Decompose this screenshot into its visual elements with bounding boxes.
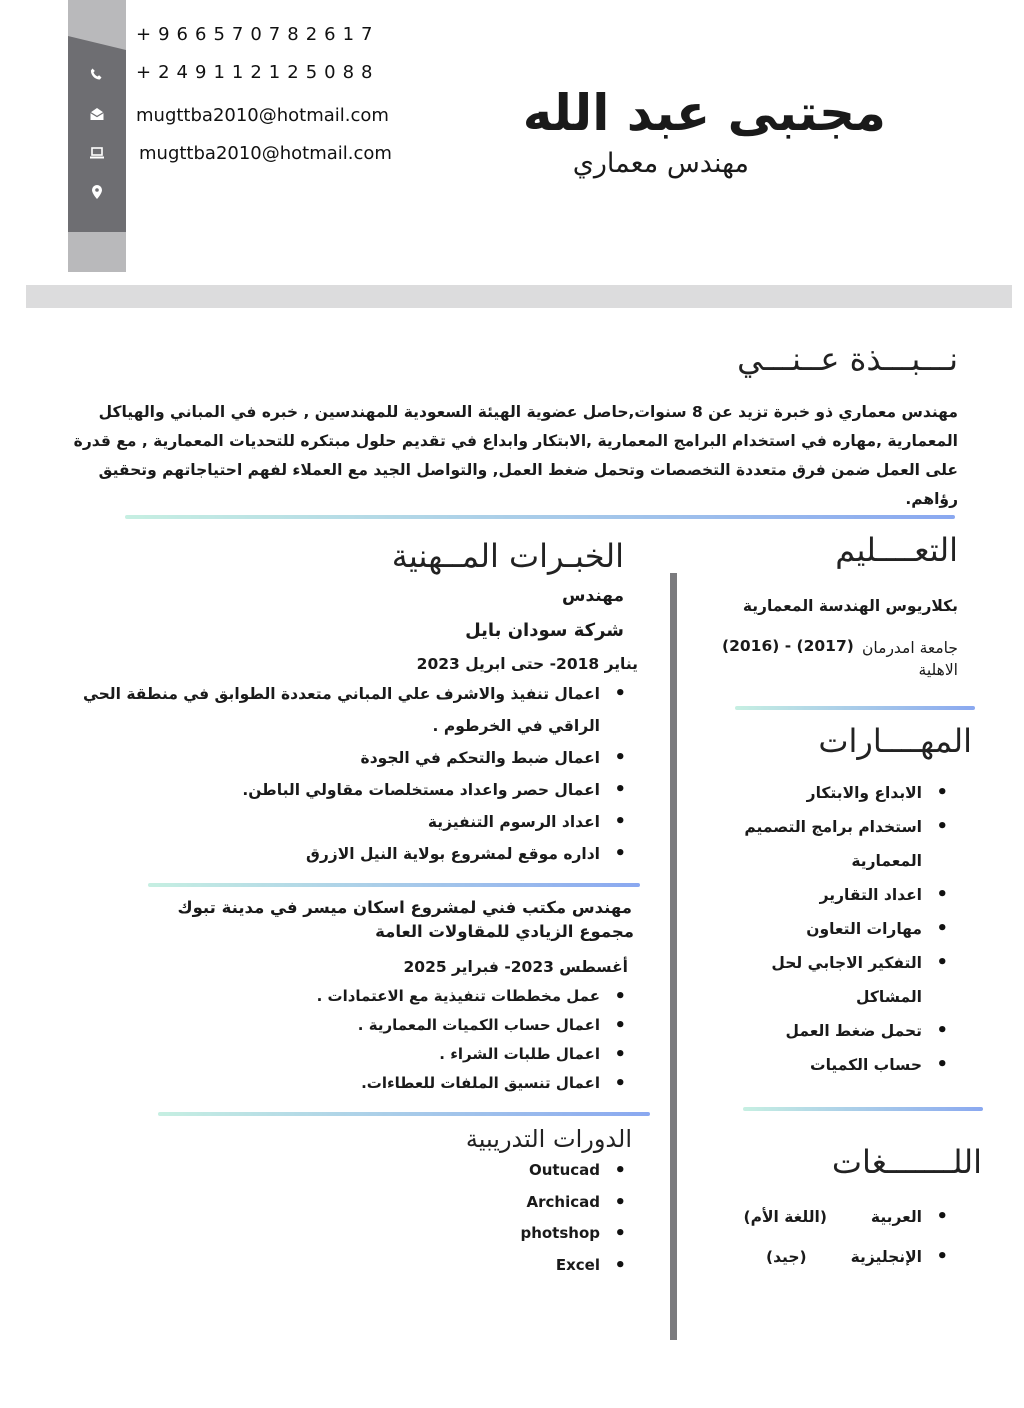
language-level: (اللغة الأم) bbox=[743, 1208, 827, 1226]
skill-item: • التفكير الاجابي لحل المشاكل bbox=[712, 946, 952, 1014]
education-university-line2: الاهلية bbox=[918, 661, 958, 679]
job2-tasks bbox=[70, 982, 630, 1098]
experience-heading: الخبـرات المــهنية bbox=[391, 537, 624, 575]
task-item: • اعمال ضبط والتحكم في الجودة bbox=[70, 742, 630, 774]
phone-icon bbox=[80, 62, 114, 88]
job2-company: مجموع الزيادي للمقاولات العامة bbox=[375, 922, 634, 941]
section-divider bbox=[125, 515, 955, 519]
courses-list bbox=[430, 1155, 630, 1281]
about-heading: نـــبـــذة عــنـــي bbox=[737, 340, 958, 378]
education-years: (2016) - (2017) bbox=[722, 637, 854, 655]
job1-company: شركة سودان بايل bbox=[465, 620, 624, 641]
skill-item: • مهارات التعاون bbox=[712, 912, 952, 946]
languages-heading: اللـــــــغات bbox=[831, 1143, 982, 1181]
job1-period: يناير 2018- حتى ابريل 2023 bbox=[416, 655, 638, 673]
language-name: الإنجليزية bbox=[850, 1248, 922, 1266]
task-item: • اداره موقع لمشروع بولاية النيل الازرق bbox=[70, 838, 630, 870]
course-name: photshop bbox=[520, 1224, 600, 1242]
phone-number-2[interactable]: +249112125088 bbox=[136, 62, 380, 83]
column-divider bbox=[670, 573, 677, 1340]
languages-list bbox=[712, 1197, 952, 1277]
education-heading: التعــــليم bbox=[835, 531, 958, 569]
email-1[interactable]: mugttba2010@hotmail.com bbox=[136, 105, 389, 126]
skill-item: • حساب الكميات bbox=[712, 1048, 952, 1082]
education-university-line1: جامعة امدرمان bbox=[862, 639, 958, 657]
section-divider bbox=[148, 883, 640, 887]
task-item: • اعمال تنسيق الملفات للعطاءات. bbox=[70, 1069, 630, 1098]
job1-role: مهندس bbox=[562, 586, 624, 606]
skill-item: • تحمل ضغط العمل bbox=[712, 1014, 952, 1048]
courses-heading: الدورات التدريبية bbox=[465, 1125, 632, 1153]
education-degree: بكلاريوس الهندسة المعمارية bbox=[742, 597, 958, 615]
skill-item: • الابداع والابتكار bbox=[712, 776, 952, 810]
job2-role: مهندس مكتب فني لمشروع اسكان ميسر في مدينة تبوك bbox=[177, 898, 632, 917]
language-item bbox=[712, 1197, 952, 1237]
course-item bbox=[430, 1187, 630, 1219]
email-2[interactable]: mugttba2010@hotmail.com bbox=[139, 143, 392, 164]
task-item: • اعمال حساب الكميات المعمارية . bbox=[70, 1011, 630, 1040]
education-university bbox=[862, 637, 958, 681]
task-item: • اعداد الرسوم التنفيزية bbox=[70, 806, 630, 838]
task-item: • عمل مخططات تنفيذية مع الاعتمادات . bbox=[70, 982, 630, 1011]
course-name: Excel bbox=[555, 1255, 600, 1274]
section-divider bbox=[735, 706, 975, 710]
skill-item: • استخدام برامج التصميم المعمارية bbox=[712, 810, 952, 878]
location-icon bbox=[80, 179, 114, 205]
about-text: مهندس معماري ذو خبرة تزيد عن 8 سنوات,حاصل عضوية الهيئة السعودية للمهندسين , خبره في المباني والهياكل المعمارية ,مهاره في استخدام البرامج المعمارية ,الابتكار وابداع في تقديم حلول مبتكره للتحديات المعمارية , مع قدرة على العمل ضمن فرق متعددة التخصصات وتحمل ضغط العمل, والتواصل الجيد مع العملاء لفهم احتياجاتهم وتحقيق رؤاهم. bbox=[73, 403, 958, 508]
skill-item: • اعداد التقارير bbox=[712, 878, 952, 912]
skills-heading: المهــــارات bbox=[818, 722, 972, 760]
course-name: Outucad bbox=[528, 1161, 600, 1179]
laptop-icon bbox=[80, 140, 114, 166]
task-item: • اعمال تنفيذ والاشرف علي المباني متعددة الطوابق في منطقة الحي الراقي في الخرطوم . bbox=[70, 678, 630, 742]
job1-tasks bbox=[70, 678, 630, 870]
full-name: مجتبى عبد الله bbox=[522, 84, 886, 142]
course-item bbox=[430, 1250, 630, 1282]
mail-icon bbox=[80, 101, 114, 127]
skills-list bbox=[712, 776, 952, 1082]
task-item: • اعمال طلبات الشراء . bbox=[70, 1040, 630, 1069]
job-title: مهندس معماري bbox=[572, 148, 749, 179]
job2-period: أغسطس 2023- فبراير 2025 bbox=[403, 958, 628, 976]
section-divider bbox=[743, 1107, 983, 1111]
header-divider-band bbox=[26, 285, 1012, 308]
task-item: • اعمال حصر واعداد مستخلصات مقاولي الباطن. bbox=[70, 774, 630, 806]
language-level: (جيد) bbox=[766, 1248, 807, 1266]
section-divider bbox=[158, 1112, 650, 1116]
course-name: Archicad bbox=[526, 1192, 600, 1211]
phone-number-1[interactable]: +966570782617 bbox=[136, 24, 380, 45]
course-item bbox=[430, 1155, 630, 1187]
language-name: العربية bbox=[870, 1208, 922, 1226]
course-item bbox=[430, 1218, 630, 1250]
language-item bbox=[712, 1237, 952, 1277]
